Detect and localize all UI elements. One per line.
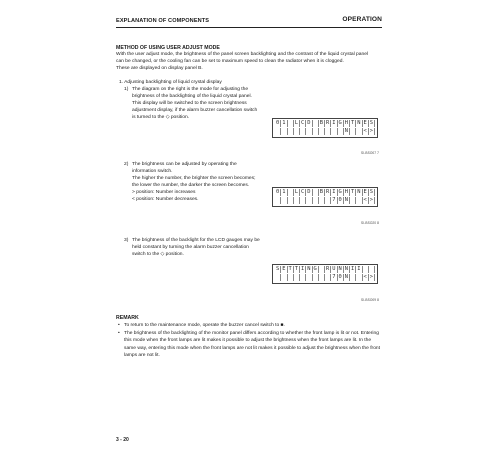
remark-bullet <box>118 330 384 359</box>
lcd-cell: < <box>363 128 367 134</box>
lcd-row-2 <box>275 197 375 205</box>
step-line: < position: Number decreases. <box>132 196 199 202</box>
step-number: 2) <box>124 162 129 167</box>
bullet-text: The brightness of the backlighting of the monitor panel differs according to whether the front lamp is lit or not. Entering this mode when the front lamps are lit makes it possible to adjust the brightness when the front lamps are lit. In the same way, entering this mode when the front lamps are not lit makes it possible to adjust the brightness when the front lamps are not lit. <box>124 331 380 358</box>
lcd-cell: E <box>363 189 367 195</box>
lcd-cell: 0 <box>338 274 342 280</box>
lcd-cell: R <box>326 266 330 272</box>
lcd-cell: N <box>307 266 311 272</box>
lcd-cell: 1 <box>282 189 286 195</box>
lcd-cell: S <box>369 189 373 195</box>
lcd-cell: 0 <box>276 120 280 126</box>
lcd-cell: N <box>344 266 348 272</box>
lcd-display-brightness-value <box>272 187 378 207</box>
lcd-row-2 <box>275 128 375 136</box>
section-intro <box>116 51 382 72</box>
lcd-cell: > <box>369 274 373 280</box>
step-number: 1) <box>124 87 129 92</box>
step-line: The diagram on the right is the mode for adjusting the <box>132 87 249 92</box>
lcd-cell: S <box>276 266 280 272</box>
section-title: METHOD OF USING USER ADJUST MODE <box>116 45 220 51</box>
lcd-cell: < <box>363 274 367 280</box>
lcd-cell: G <box>313 266 317 272</box>
lcd-cell: I <box>357 266 361 272</box>
lcd-row-1 <box>275 189 375 197</box>
step-line: > position: Number increases <box>132 189 196 195</box>
lcd-cell: 7 <box>332 274 336 280</box>
step-line: switch to the ◇ position. <box>132 251 184 257</box>
intro-line: These are displayed on display panel B. <box>116 66 203 72</box>
lcd-cell: D <box>307 189 311 195</box>
lcd-row-1 <box>275 266 375 274</box>
step-line: This display will be switched to the screen brightness <box>132 100 247 106</box>
lcd-row-1 <box>275 120 375 128</box>
step-line: The brightness can be adjusted by operating the <box>132 162 237 167</box>
lcd-cell: E <box>363 120 367 126</box>
intro-line: can be changed, or the cooling fan can be set to maximum speed to clean the radiator when it is clogged. <box>116 59 344 65</box>
lcd-cell: L <box>294 120 298 126</box>
lcd-cell: G <box>338 120 342 126</box>
item-1-heading: 1. Adjusting backlighting of liquid crystal display <box>119 80 222 85</box>
step-1 <box>124 87 272 122</box>
lcd-cell: C <box>301 189 305 195</box>
lcd-cell: T <box>294 266 298 272</box>
bullet-dot: • <box>118 331 120 336</box>
lcd-cell: N <box>338 266 342 272</box>
lcd-cell: N <box>344 128 348 134</box>
step-line: the lower the number, the darker the screen becomes. <box>132 182 250 188</box>
lcd-cell: D <box>307 120 311 126</box>
lcd-cell: > <box>369 128 373 134</box>
lcd-cell <box>369 266 375 273</box>
step-line: The higher the number, the brighter the screen becomes; <box>132 175 256 181</box>
figure-code: SI-BSO09 8 <box>361 298 380 302</box>
page-number: 3 - 20 <box>116 437 129 443</box>
lcd-display-setting <box>272 264 378 284</box>
lcd-cell: I <box>351 266 355 272</box>
lcd-cell: N <box>344 197 348 203</box>
lcd-cell: S <box>369 120 373 126</box>
lcd-cell: G <box>338 189 342 195</box>
lcd-cell: N <box>357 189 361 195</box>
lcd-cell: 0 <box>338 197 342 203</box>
header-rule <box>116 27 382 28</box>
header-chapter: EXPLANATION OF COMPONENTS <box>116 18 210 24</box>
step-line: The brightness of the backlight for the LCD gauges may be <box>132 238 260 243</box>
lcd-cell: N <box>344 274 348 280</box>
figure-code: SI-BSO20 8 <box>361 221 380 225</box>
lcd-cell: I <box>332 120 336 126</box>
lcd-cell: N <box>357 120 361 126</box>
lcd-display-brightness <box>272 118 378 138</box>
step-line: information switch. <box>132 168 173 174</box>
lcd-cell: 1 <box>282 120 286 126</box>
lcd-cell: 7 <box>332 197 336 203</box>
figure-code: SI-BSO07 7 <box>361 151 380 155</box>
lcd-cell: < <box>363 197 367 203</box>
lcd-cell: R <box>326 189 330 195</box>
step-number: 3) <box>124 238 129 243</box>
remark-bullet <box>118 322 384 329</box>
lcd-cell: H <box>344 189 348 195</box>
step-line: held constant by turning the alarm buzzer cancellation <box>132 244 249 250</box>
step-line: brightness of the backlighting of the liquid crystal panel. <box>132 93 252 99</box>
bullet-text: To return to the maintenance mode, operate the buzzer cancel switch to ■. <box>124 323 285 328</box>
step-line: adjustment display, if the alarm buzzer cancellation switch <box>132 107 258 113</box>
header-section: OPERATION <box>342 16 382 23</box>
lcd-cell: T <box>351 120 355 126</box>
intro-line: With the user adjust mode, the brightness of the panel screen backlighting and the contrast of the liquid crystal panel <box>116 52 369 57</box>
lcd-cell: B <box>319 189 323 195</box>
remark-title: REMARK <box>116 315 139 321</box>
lcd-cell: B <box>319 120 323 126</box>
lcd-cell: L <box>294 189 298 195</box>
step-3 <box>124 238 276 259</box>
lcd-cell: T <box>351 189 355 195</box>
lcd-cell: C <box>301 120 305 126</box>
bullet-dot: • <box>118 323 120 328</box>
lcd-cell: 0 <box>276 189 280 195</box>
lcd-cell: R <box>326 120 330 126</box>
step-2 <box>124 162 272 203</box>
lcd-row-2 <box>275 274 375 282</box>
lcd-cell: I <box>332 189 336 195</box>
lcd-cell: I <box>301 266 305 272</box>
lcd-cell: H <box>344 120 348 126</box>
step-line: is turned to the ◇ position. <box>132 114 190 120</box>
lcd-cell: > <box>369 197 373 203</box>
lcd-cell: U <box>332 266 336 272</box>
lcd-cell: E <box>282 266 286 272</box>
lcd-cell: T <box>288 266 292 272</box>
